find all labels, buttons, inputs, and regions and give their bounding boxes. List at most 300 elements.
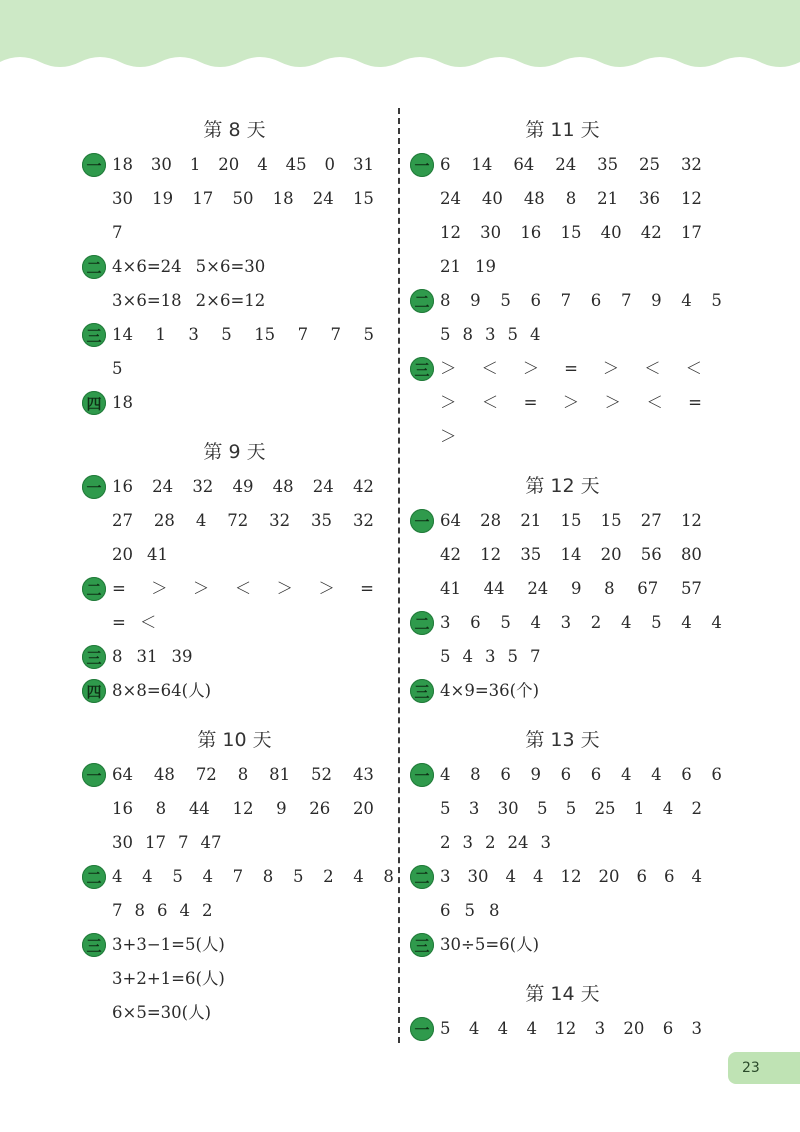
answer-value: 5 [464, 901, 475, 920]
answer-line [112, 318, 374, 352]
answer-line [440, 572, 702, 606]
section-number-badge: 三 [82, 323, 106, 347]
answer-value: 1 [633, 799, 645, 818]
section-number-badge: 一 [82, 475, 106, 499]
answer-value: 24 [312, 477, 334, 496]
answer-value: 5 [651, 613, 662, 632]
answer-value: 44 [188, 799, 210, 818]
answer-value: 43 [352, 765, 374, 784]
answer-value: 5 [536, 799, 548, 818]
day-title: 第 13 天 [525, 729, 600, 751]
answer-section [410, 674, 715, 708]
answer-line [112, 470, 374, 504]
answer-value: 9 [530, 765, 541, 784]
answer-value: 80 [680, 545, 702, 564]
answer-section [82, 640, 387, 674]
answer-value: 5 [440, 1019, 451, 1038]
answer-line [440, 792, 702, 826]
answer-value: 32 [352, 511, 374, 530]
answer-line [112, 216, 387, 250]
section-number-badge: 三 [410, 357, 434, 381]
section-number-badge: 一 [410, 153, 434, 177]
section-number-badge: 三 [410, 933, 434, 957]
answer-value: 7 [620, 291, 632, 310]
answer-value: 12 [680, 189, 702, 208]
answer-value: 8 [489, 901, 500, 920]
answer-value: 4 [662, 799, 674, 818]
answer-value: 24 [555, 155, 577, 174]
answer-line [112, 148, 374, 182]
section-number-badge: 二 [410, 865, 434, 889]
answer-value: 4 [620, 765, 632, 784]
answer-value: 6 [470, 613, 481, 632]
answer-line [112, 860, 394, 894]
day-title: 第 8 天 [203, 119, 266, 141]
answer-value: 2×6=12 [195, 291, 266, 310]
answer-value: 6 [664, 867, 675, 886]
day-block [82, 434, 387, 708]
answer-value: ＜ [481, 393, 499, 412]
answer-value: 6 [681, 765, 692, 784]
day-block [410, 468, 722, 708]
answer-value: 8 [262, 867, 274, 886]
answer-value: 7 [232, 867, 244, 886]
answer-value: 5×6=30 [195, 257, 266, 276]
answer-value: 7 [178, 833, 189, 852]
answer-value: 3+2+1=6(人) [112, 969, 225, 988]
answer-value: 19 [152, 189, 174, 208]
answer-value: = [112, 613, 126, 632]
answer-value: 8 [134, 901, 145, 920]
answer-value: 3 [440, 867, 451, 886]
answer-line [112, 606, 387, 640]
answer-value: 12 [555, 1019, 577, 1038]
answer-value: 4 [142, 867, 153, 886]
top-wave-banner [0, 0, 800, 80]
answer-value: 42 [352, 477, 374, 496]
answer-value: 6 [440, 901, 451, 920]
answer-line [440, 606, 722, 640]
answer-value: 5 [507, 325, 518, 344]
answer-value: 42 [640, 223, 662, 242]
answer-value: 18 [112, 155, 133, 174]
answer-value: 57 [680, 579, 702, 598]
answer-value: 41 [147, 545, 168, 564]
answer-value: 40 [481, 189, 503, 208]
answer-value: 4 [112, 867, 123, 886]
answer-value: 4 [651, 765, 662, 784]
answer-value: 72 [195, 765, 217, 784]
answer-value: 20 [352, 799, 374, 818]
answer-value: 9 [276, 799, 287, 818]
answer-value: 3 [485, 647, 496, 666]
answer-value: 8 [440, 291, 451, 310]
answer-value: 20 [623, 1019, 645, 1038]
answer-section [82, 318, 387, 386]
answer-value: 4 [353, 867, 364, 886]
section-number-badge: 二 [82, 577, 106, 601]
answer-value: 15 [560, 511, 582, 530]
answer-value: ＞ [151, 579, 168, 598]
answer-value: 3 [440, 613, 451, 632]
answer-section [82, 572, 387, 640]
answer-line [440, 284, 722, 318]
answer-value: 12 [480, 545, 502, 564]
answer-value: 4 [440, 765, 451, 784]
answer-value: ＜ [234, 579, 252, 598]
answer-value: 24 [440, 189, 461, 208]
answer-value: 8 [155, 799, 167, 818]
answer-value: 6 [636, 867, 647, 886]
answer-line [112, 572, 374, 606]
answer-value: ＞ [562, 393, 580, 412]
answer-value: 28 [153, 511, 175, 530]
answer-value: 7 [112, 901, 123, 920]
answer-value: ＜ [644, 359, 661, 378]
answer-line [440, 758, 722, 792]
answer-section [410, 1012, 715, 1046]
answer-value: 1 [189, 155, 201, 174]
answer-value: 30 [480, 223, 502, 242]
answer-value: 5 [112, 359, 123, 378]
answer-value: 8 [237, 765, 249, 784]
answer-value: 8 [462, 325, 473, 344]
answer-value: 48 [523, 189, 545, 208]
answer-value: 21 [440, 257, 461, 276]
answer-line [440, 386, 702, 420]
answer-value: 21 [520, 511, 542, 530]
answer-value: 32 [192, 477, 214, 496]
answer-value: 30 [467, 867, 489, 886]
day-block [410, 976, 715, 1046]
answer-value: 24 [527, 579, 549, 598]
answer-value: 3×6=18 [112, 291, 182, 310]
day-title: 第 10 天 [197, 729, 272, 751]
answer-value: 32 [680, 155, 702, 174]
answer-value: ＞ [604, 393, 622, 412]
answer-value: 5 [440, 325, 451, 344]
answer-value: 5 [363, 325, 374, 344]
answer-section [82, 386, 387, 420]
answer-section [410, 606, 722, 674]
answer-value: 15 [254, 325, 276, 344]
answer-value: 6 [157, 901, 168, 920]
answer-value: 4 [195, 511, 207, 530]
answer-value: 15 [560, 223, 582, 242]
answer-value: ＞ [440, 427, 457, 446]
answer-section [410, 504, 715, 606]
answer-value: 4 [526, 1019, 537, 1038]
answer-value: 9 [651, 291, 662, 310]
section-number-badge: 四 [82, 679, 106, 703]
answer-value: 27 [640, 511, 662, 530]
answer-value: 12 [680, 511, 702, 530]
answer-value: 44 [483, 579, 505, 598]
answer-value: 35 [520, 545, 542, 564]
section-number-badge: 二 [82, 255, 106, 279]
answer-value: 5 [565, 799, 577, 818]
answer-section [410, 860, 715, 928]
day-block [82, 112, 387, 420]
answer-value: 64 [112, 765, 133, 784]
answer-value: 67 [637, 579, 659, 598]
day-title: 第 9 天 [203, 441, 266, 463]
answer-value: = [523, 393, 538, 412]
answer-value: 0 [324, 155, 336, 174]
answer-line [440, 674, 715, 708]
answer-value: ＜ [646, 393, 663, 412]
answer-value: 2 [440, 833, 451, 852]
answer-value: = [564, 359, 578, 378]
answer-value: 48 [272, 477, 294, 496]
section-number-badge: 一 [410, 1017, 434, 1041]
answer-value: 40 [600, 223, 622, 242]
answer-value: 4 [711, 613, 722, 632]
answer-value: 28 [480, 511, 502, 530]
answer-value: 4 [681, 613, 692, 632]
day-block [82, 722, 394, 1030]
answer-line [440, 826, 722, 860]
answer-value: 20 [598, 867, 620, 886]
answer-value: 5 [500, 291, 511, 310]
answer-line [112, 996, 387, 1030]
section-number-badge: 二 [82, 865, 106, 889]
answer-value: 20 [112, 545, 133, 564]
answer-value: 5 [440, 647, 451, 666]
answer-value: 36 [639, 189, 661, 208]
answer-line [112, 538, 387, 572]
answer-value: 30÷5=6(人) [440, 935, 540, 954]
answer-value: = [688, 393, 702, 412]
section-number-badge: 二 [410, 289, 434, 313]
answer-value: 56 [640, 545, 662, 564]
answer-value: ＞ [318, 579, 335, 598]
answer-value: 21 [597, 189, 619, 208]
answer-value: 6 [590, 765, 602, 784]
answer-value: 8 [383, 867, 394, 886]
answer-value: 30 [112, 833, 133, 852]
answer-section [82, 758, 387, 860]
answer-section [82, 148, 387, 250]
answer-line [112, 284, 387, 318]
answer-value: 15 [352, 189, 374, 208]
answer-value: ＜ [685, 359, 702, 378]
answer-line [440, 352, 702, 386]
section-number-badge: 三 [82, 933, 106, 957]
answer-value: 8 [604, 579, 615, 598]
answer-line [440, 640, 722, 674]
answer-value: 25 [594, 799, 616, 818]
answer-line [112, 758, 374, 792]
answer-value: 47 [200, 833, 222, 852]
answer-line [112, 504, 374, 538]
answer-value: 24 [507, 833, 529, 852]
answer-value: 6 [560, 765, 572, 784]
answer-section [82, 674, 387, 708]
answer-value: 81 [269, 765, 291, 784]
section-number-badge: 二 [410, 611, 434, 635]
answer-value: 4 [530, 613, 541, 632]
answer-value: 4 [257, 155, 268, 174]
answer-value: 4 [179, 901, 190, 920]
answer-value: 6 [590, 291, 602, 310]
answer-value: 41 [440, 579, 461, 598]
answer-value: 24 [312, 189, 334, 208]
answer-value: 5 [221, 325, 232, 344]
answer-value: 17 [145, 833, 166, 852]
answer-value: 3 [188, 325, 199, 344]
answer-value: 5 [507, 647, 518, 666]
answer-value: 4 [462, 647, 473, 666]
answer-value: 5 [500, 613, 511, 632]
answer-section [410, 352, 715, 454]
answer-line [440, 250, 715, 284]
answer-value: 20 [600, 545, 622, 564]
day-block [410, 722, 722, 962]
answer-value: 30 [150, 155, 172, 174]
answer-value: 1 [155, 325, 166, 344]
answer-value: 6 [711, 765, 722, 784]
answer-value: 3 [462, 833, 473, 852]
answer-value: 18 [112, 393, 133, 412]
answer-line [112, 826, 387, 860]
answer-value: 7 [297, 325, 309, 344]
answer-section [410, 284, 722, 352]
day-block [410, 112, 722, 454]
answer-value: 4 [681, 291, 692, 310]
answer-line [112, 894, 394, 928]
answer-value: 4 [620, 613, 632, 632]
answer-line [112, 182, 374, 216]
answer-value: 2 [202, 901, 213, 920]
answer-value: 4 [505, 867, 516, 886]
answer-line [112, 386, 387, 420]
answer-value: 8 [470, 765, 481, 784]
answer-line [112, 792, 374, 826]
section-number-badge: 一 [82, 763, 106, 787]
answer-line [440, 216, 702, 250]
section-number-badge: 四 [82, 391, 106, 415]
answer-line [440, 148, 702, 182]
right-column [410, 112, 722, 1046]
answer-line [112, 250, 387, 284]
answer-line [440, 894, 715, 928]
answer-line [440, 538, 702, 572]
answer-value: 15 [600, 511, 622, 530]
answer-line [440, 928, 715, 962]
answer-value: 64 [513, 155, 535, 174]
answer-value: 3 [594, 1019, 606, 1038]
answer-value: 42 [440, 545, 461, 564]
answer-value: ＞ [440, 393, 457, 412]
answer-value: 12 [232, 799, 254, 818]
answer-value: 24 [152, 477, 174, 496]
answer-value: 6 [500, 765, 511, 784]
answer-value: 14 [112, 325, 133, 344]
left-column [82, 112, 394, 1030]
answer-value: 6 [530, 291, 541, 310]
answer-value: 12 [440, 223, 461, 242]
section-number-badge: 一 [82, 153, 106, 177]
answer-line [112, 674, 387, 708]
answer-value: 19 [475, 257, 496, 276]
answer-value: 8 [565, 189, 577, 208]
answer-value: 17 [192, 189, 214, 208]
answer-value: 30 [497, 799, 519, 818]
answer-value: ＞ [522, 359, 540, 378]
answer-value: 3 [540, 833, 551, 852]
answer-value: 30 [112, 189, 133, 208]
answer-value: 39 [171, 647, 193, 666]
answer-value: 4×9=36(个) [440, 681, 540, 700]
answer-value: 17 [680, 223, 702, 242]
day-title: 第 12 天 [525, 475, 600, 497]
answer-value: 31 [136, 647, 158, 666]
answer-value: 2 [485, 833, 496, 852]
answer-value: 49 [232, 477, 254, 496]
answer-value: 27 [112, 511, 133, 530]
answer-line [440, 182, 702, 216]
answer-value: 20 [218, 155, 240, 174]
answer-value: 16 [112, 477, 133, 496]
answer-section [410, 148, 715, 284]
answer-value: 9 [470, 291, 481, 310]
page-number: 23 [728, 1052, 800, 1084]
answer-value: 50 [232, 189, 254, 208]
answer-value: 6 [440, 155, 451, 174]
answer-value: ＞ [192, 579, 210, 598]
section-number-badge: 一 [410, 763, 434, 787]
answer-value: 64 [440, 511, 461, 530]
answer-value: 35 [311, 511, 333, 530]
section-number-badge: 三 [410, 679, 434, 703]
answer-value: 35 [597, 155, 619, 174]
answer-value: ＜ [481, 359, 498, 378]
answer-value: 7 [560, 291, 572, 310]
answer-value: 45 [285, 155, 307, 174]
answer-line [112, 352, 387, 386]
answer-value: 3 [691, 1019, 702, 1038]
column-divider [398, 108, 400, 1043]
answer-value: 5 [292, 867, 304, 886]
answer-value: 7 [530, 647, 541, 666]
answer-section [410, 928, 715, 962]
answer-section [82, 250, 387, 318]
answer-value: 5 [440, 799, 451, 818]
answer-value: 2 [590, 613, 602, 632]
day-title: 第 11 天 [525, 119, 600, 141]
answer-value: 3 [468, 799, 480, 818]
answer-value: 2 [691, 799, 702, 818]
answer-value: = [360, 579, 374, 598]
answer-line [112, 640, 387, 674]
answer-value: 48 [153, 765, 175, 784]
answer-value: 6 [662, 1019, 674, 1038]
answer-value: = [112, 579, 126, 598]
answer-value: 16 [112, 799, 133, 818]
answer-line [440, 504, 702, 538]
answer-value: 3 [560, 613, 572, 632]
answer-value: 12 [560, 867, 582, 886]
answer-value: 25 [639, 155, 661, 174]
answer-value: 72 [227, 511, 249, 530]
answer-section [82, 860, 394, 928]
answer-value: 4×6=24 [112, 257, 182, 276]
answer-value: ＜ [139, 613, 157, 632]
answer-value: 14 [471, 155, 493, 174]
answer-value: ＞ [440, 359, 457, 378]
answer-line [440, 420, 715, 454]
